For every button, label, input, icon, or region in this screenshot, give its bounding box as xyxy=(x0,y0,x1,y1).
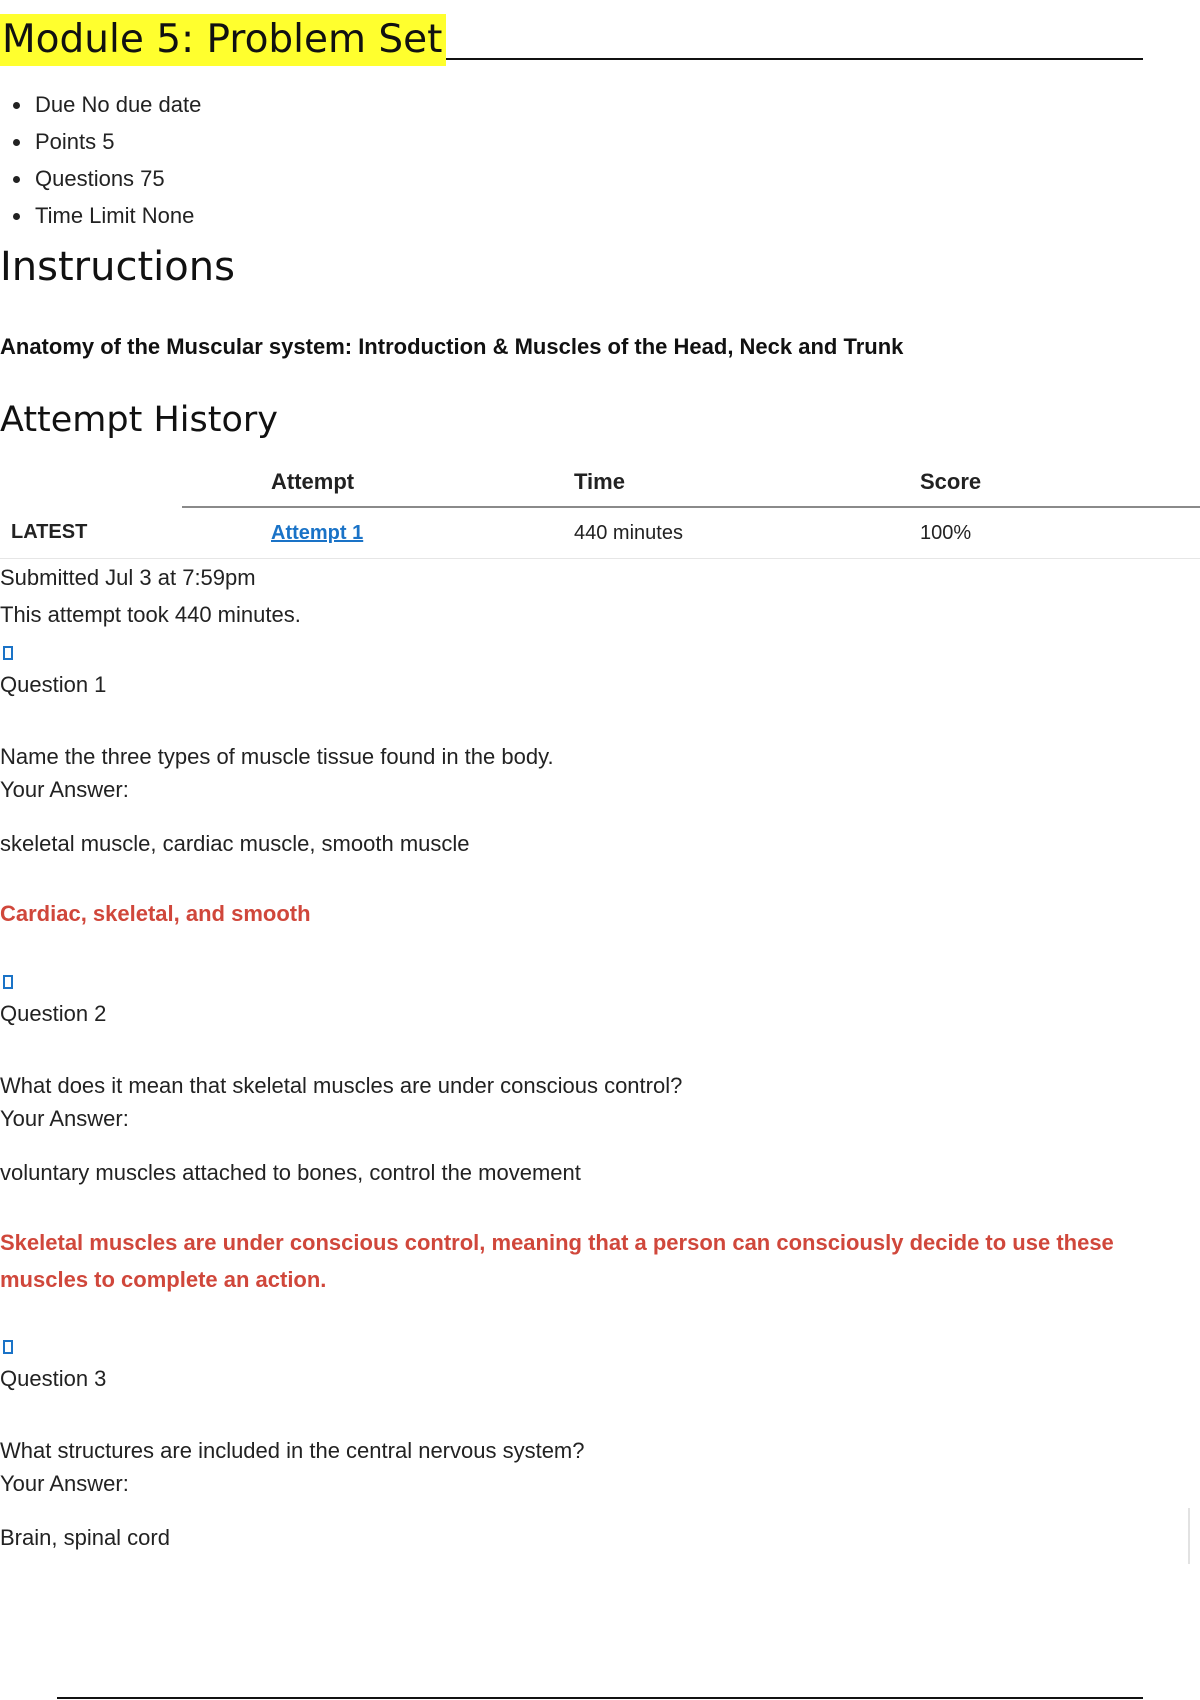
question-flag-icon[interactable] xyxy=(3,646,13,660)
page-title: Module 5: Problem Set xyxy=(0,14,446,66)
table-row xyxy=(0,507,1200,559)
submission-info xyxy=(0,559,301,633)
your-answer-label: Your Answer: xyxy=(0,777,129,802)
student-answer: voluntary muscles attached to bones, control the movement xyxy=(0,1160,581,1185)
student-answer: skeletal muscle, cardiac muscle, smooth muscle xyxy=(0,831,470,856)
attempt-1-link[interactable]: Attempt 1 xyxy=(271,521,364,544)
student-answer: Brain, spinal cord xyxy=(0,1525,170,1550)
question-title: Question 3 xyxy=(0,1366,107,1391)
question-title: Question 1 xyxy=(0,672,107,697)
attempt-duration: This attempt took 440 minutes. xyxy=(0,602,301,627)
question-text: What does it mean that skeletal muscles are under conscious control? xyxy=(0,1073,683,1098)
submitted-date: Submitted Jul 3 at 7:59pm xyxy=(0,565,256,590)
table-header-row xyxy=(0,458,1200,507)
title-row xyxy=(0,14,1143,60)
correct-answer xyxy=(0,1224,1200,1298)
question-text: What structures are included in the central nervous system? xyxy=(0,1438,585,1463)
latest-label: LATEST xyxy=(0,507,182,559)
bullet-icon xyxy=(13,213,20,220)
instructions-heading: Instructions xyxy=(0,244,235,290)
points: Points 5 xyxy=(0,123,201,160)
question-title: Question 2 xyxy=(0,1001,107,1026)
due-date: Due No due date xyxy=(0,86,201,123)
time-limit: Time Limit None xyxy=(0,197,201,234)
bullet-icon xyxy=(13,176,20,183)
header-attempt: Attempt xyxy=(182,458,485,507)
bullet-icon xyxy=(13,139,20,146)
correct-answer-line: muscles to complete an action. xyxy=(0,1267,327,1292)
attempt-cell xyxy=(182,507,485,559)
instructions-text: Anatomy of the Muscular system: Introduction & Muscles of the Head, Neck and Trunk xyxy=(0,334,904,359)
correct-answer xyxy=(0,895,1200,932)
score-cell: 100% xyxy=(814,507,1200,559)
question-2 xyxy=(0,975,1200,1298)
question-text: Name the three types of muscle tissue found in the body. xyxy=(0,744,554,769)
your-answer-label: Your Answer: xyxy=(0,1106,129,1131)
time-cell: 440 minutes xyxy=(485,507,814,559)
question-3 xyxy=(0,1340,1200,1553)
bullet-icon xyxy=(13,102,20,109)
header-time: Time xyxy=(485,458,814,507)
correct-answer-line: Cardiac, skeletal, and smooth xyxy=(0,901,311,926)
assignment-details xyxy=(0,86,201,234)
question-1 xyxy=(0,646,1200,932)
your-answer-label: Your Answer: xyxy=(0,1471,129,1496)
question-count: Questions 75 xyxy=(0,160,201,197)
attempt-history-heading: Attempt History xyxy=(0,400,278,440)
question-flag-icon[interactable] xyxy=(3,975,13,989)
correct-answer-line: Skeletal muscles are under conscious control, meaning that a person can consciously decide to use these xyxy=(0,1230,1114,1255)
page-edge-marker xyxy=(1188,1508,1196,1564)
header-blank xyxy=(0,458,182,507)
attempt-history-table xyxy=(0,458,1200,559)
footer-rule xyxy=(57,1697,1143,1699)
header-score: Score xyxy=(814,458,1200,507)
question-flag-icon[interactable] xyxy=(3,1340,13,1354)
